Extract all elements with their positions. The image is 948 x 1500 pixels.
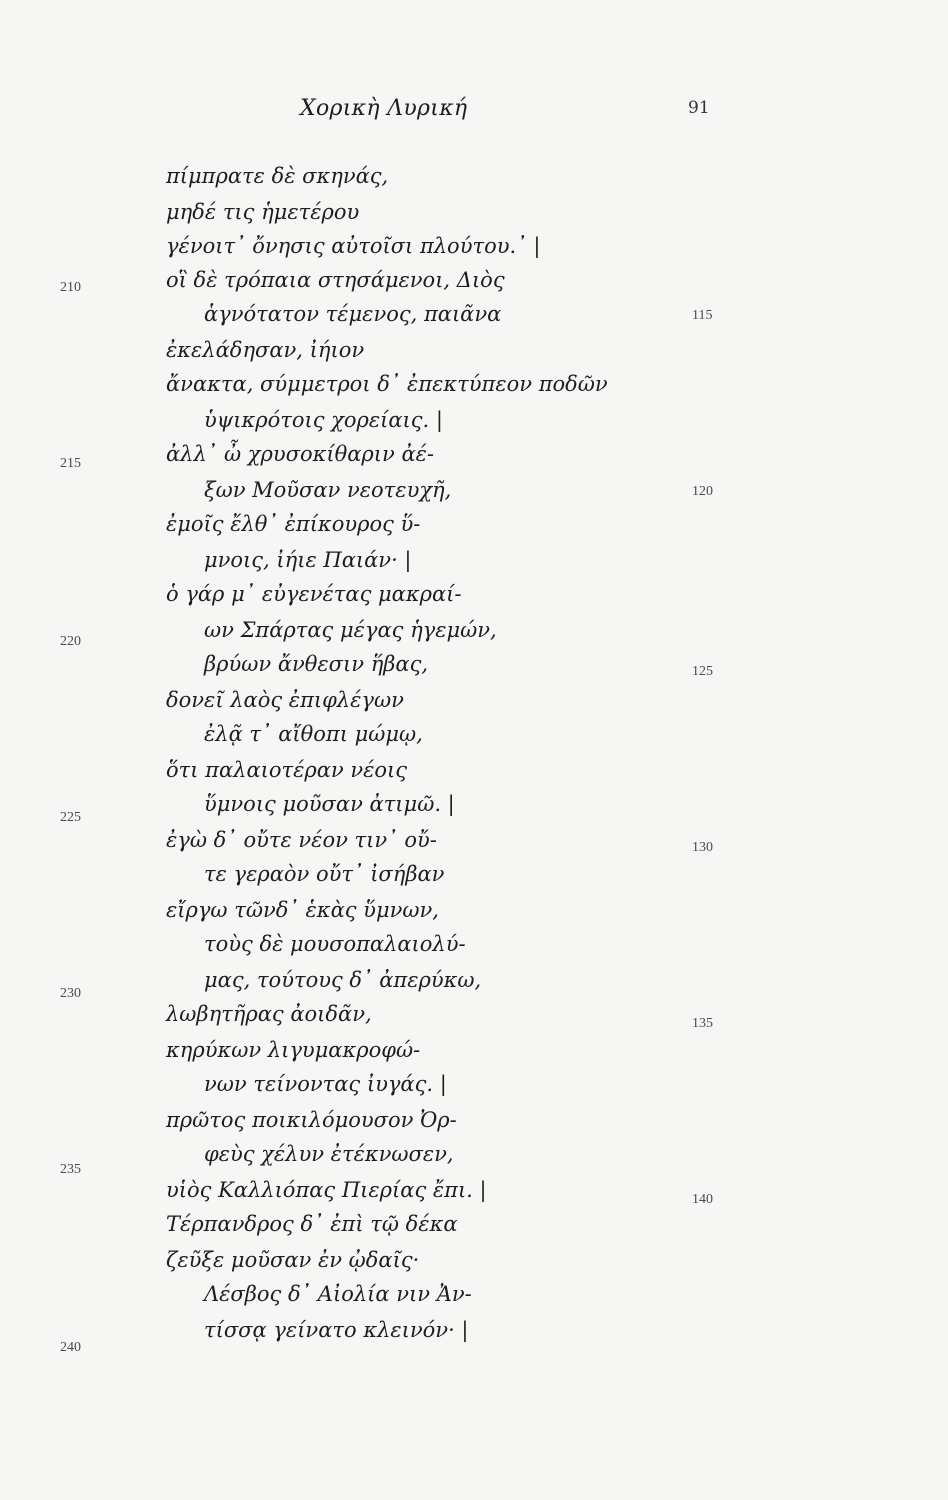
verse-line: ζεῦξε μοῦσαν ἐν ᾠδαῖς· [166,1248,420,1272]
line-number-left: 235 [60,1162,81,1177]
verse-line: λωβητῆρας ἀοιδᾶν, [166,1002,372,1026]
verse-line: πρῶτος ποικιλόμουσον Ὀρ- [166,1108,457,1132]
verse-line: κηρύκων λιγυμακροφώ- [166,1038,421,1062]
line-number-right: 135 [692,1016,713,1031]
verse-line: Τέρπανδρος δ᾽ ἐπὶ τῷ δέκα [166,1212,458,1236]
verse-line: βρύων ἄνθεσιν ἥβας, [204,652,429,676]
line-number-right: 140 [692,1192,713,1207]
verse-line: ἐλᾷ τ᾽ αἴθοπι μώμῳ, [204,722,423,746]
line-number-left: 210 [60,280,81,295]
line-number-left: 220 [60,634,81,649]
verse-line: νων τείνοντας ἰυγάς. | [204,1072,447,1096]
verse-line: ὅτι παλαιοτέραν νέοις [166,758,408,782]
line-number-right: 130 [692,840,713,855]
verse-line: μνοις, ἰήιε Παιάν· | [204,548,412,572]
line-number-left: 225 [60,810,81,825]
verse-line: μας, τούτους δ᾽ ἀπερύκω, [204,968,482,992]
verse-line: φεὺς χέλυν ἐτέκνωσεν, [204,1142,454,1166]
line-number-left: 240 [60,1340,81,1355]
verse-line: ων Σπάρτας μέγας ἡγεμών, [204,618,497,642]
verse-line: τοὺς δὲ μουσοπαλαιολύ- [204,932,466,956]
line-number-left: 230 [60,986,81,1001]
line-number-left: 215 [60,456,81,471]
verse-line: ὑψικρότοις χορείαις. | [204,408,443,432]
verse-line: ἁγνότατον τέμενος, παιᾶνα [204,302,502,326]
verse-line: ἐγὼ δ᾽ οὔτε νέον τιν᾽ οὔ- [166,828,437,852]
verse-line: ἀλλ᾽ ὦ χρυσοκίθαριν ἀέ- [166,442,434,466]
line-number-right: 115 [692,308,713,323]
verse-line: ξων Μοῦσαν νεοτευχῆ, [204,478,452,502]
line-number-right: 125 [692,664,713,679]
verse-line: ἐμοῖς ἔλθ᾽ ἐπίκουρος ὕ- [166,512,421,536]
running-head-title: Χορικὴ Λυρική [300,96,468,121]
line-number-right: 120 [692,484,713,499]
verse-line: ἐκελάδησαν, ἰήιον [166,338,365,362]
verse-line: τίσσᾳ γείνατο κλεινόν· | [204,1318,469,1342]
verse-line: οἳ δὲ τρόπαια στησάμενοι, Διὸς [166,268,505,292]
verse-line: ὕμνοις μοῦσαν ἀτιμῶ. | [204,792,455,816]
verse-line: πίμπρατε δὲ σκηνάς, [166,164,389,188]
verse-line: Λέσβος δ᾽ Αἰολία νιν Ἀν- [204,1282,472,1306]
page-number: 91 [688,98,710,118]
verse-line: γένοιτ᾽ ὄνησις αὐτοῖσι πλούτου.᾽ | [166,234,541,258]
verse-line: τε γεραὸν οὔτ᾽ ἰσήβαν [204,862,445,886]
verse-line: εἴργω τῶνδ᾽ ἑκὰς ὕμνων, [166,898,439,922]
verse-line: δονεῖ λαὸς ἐπιφλέγων [166,688,404,712]
verse-line: ὁ γάρ μ᾽ εὐγενέτας μακραί- [166,582,462,606]
verse-line: μηδέ τις ἡμετέρου [166,200,360,224]
verse-line: ἄνακτα, σύμμετροι δ᾽ ἐπεκτύπεον ποδῶν [166,372,608,396]
verse-line: υἱὸς Καλλιόπας Πιερίας ἔπι. | [166,1178,487,1202]
